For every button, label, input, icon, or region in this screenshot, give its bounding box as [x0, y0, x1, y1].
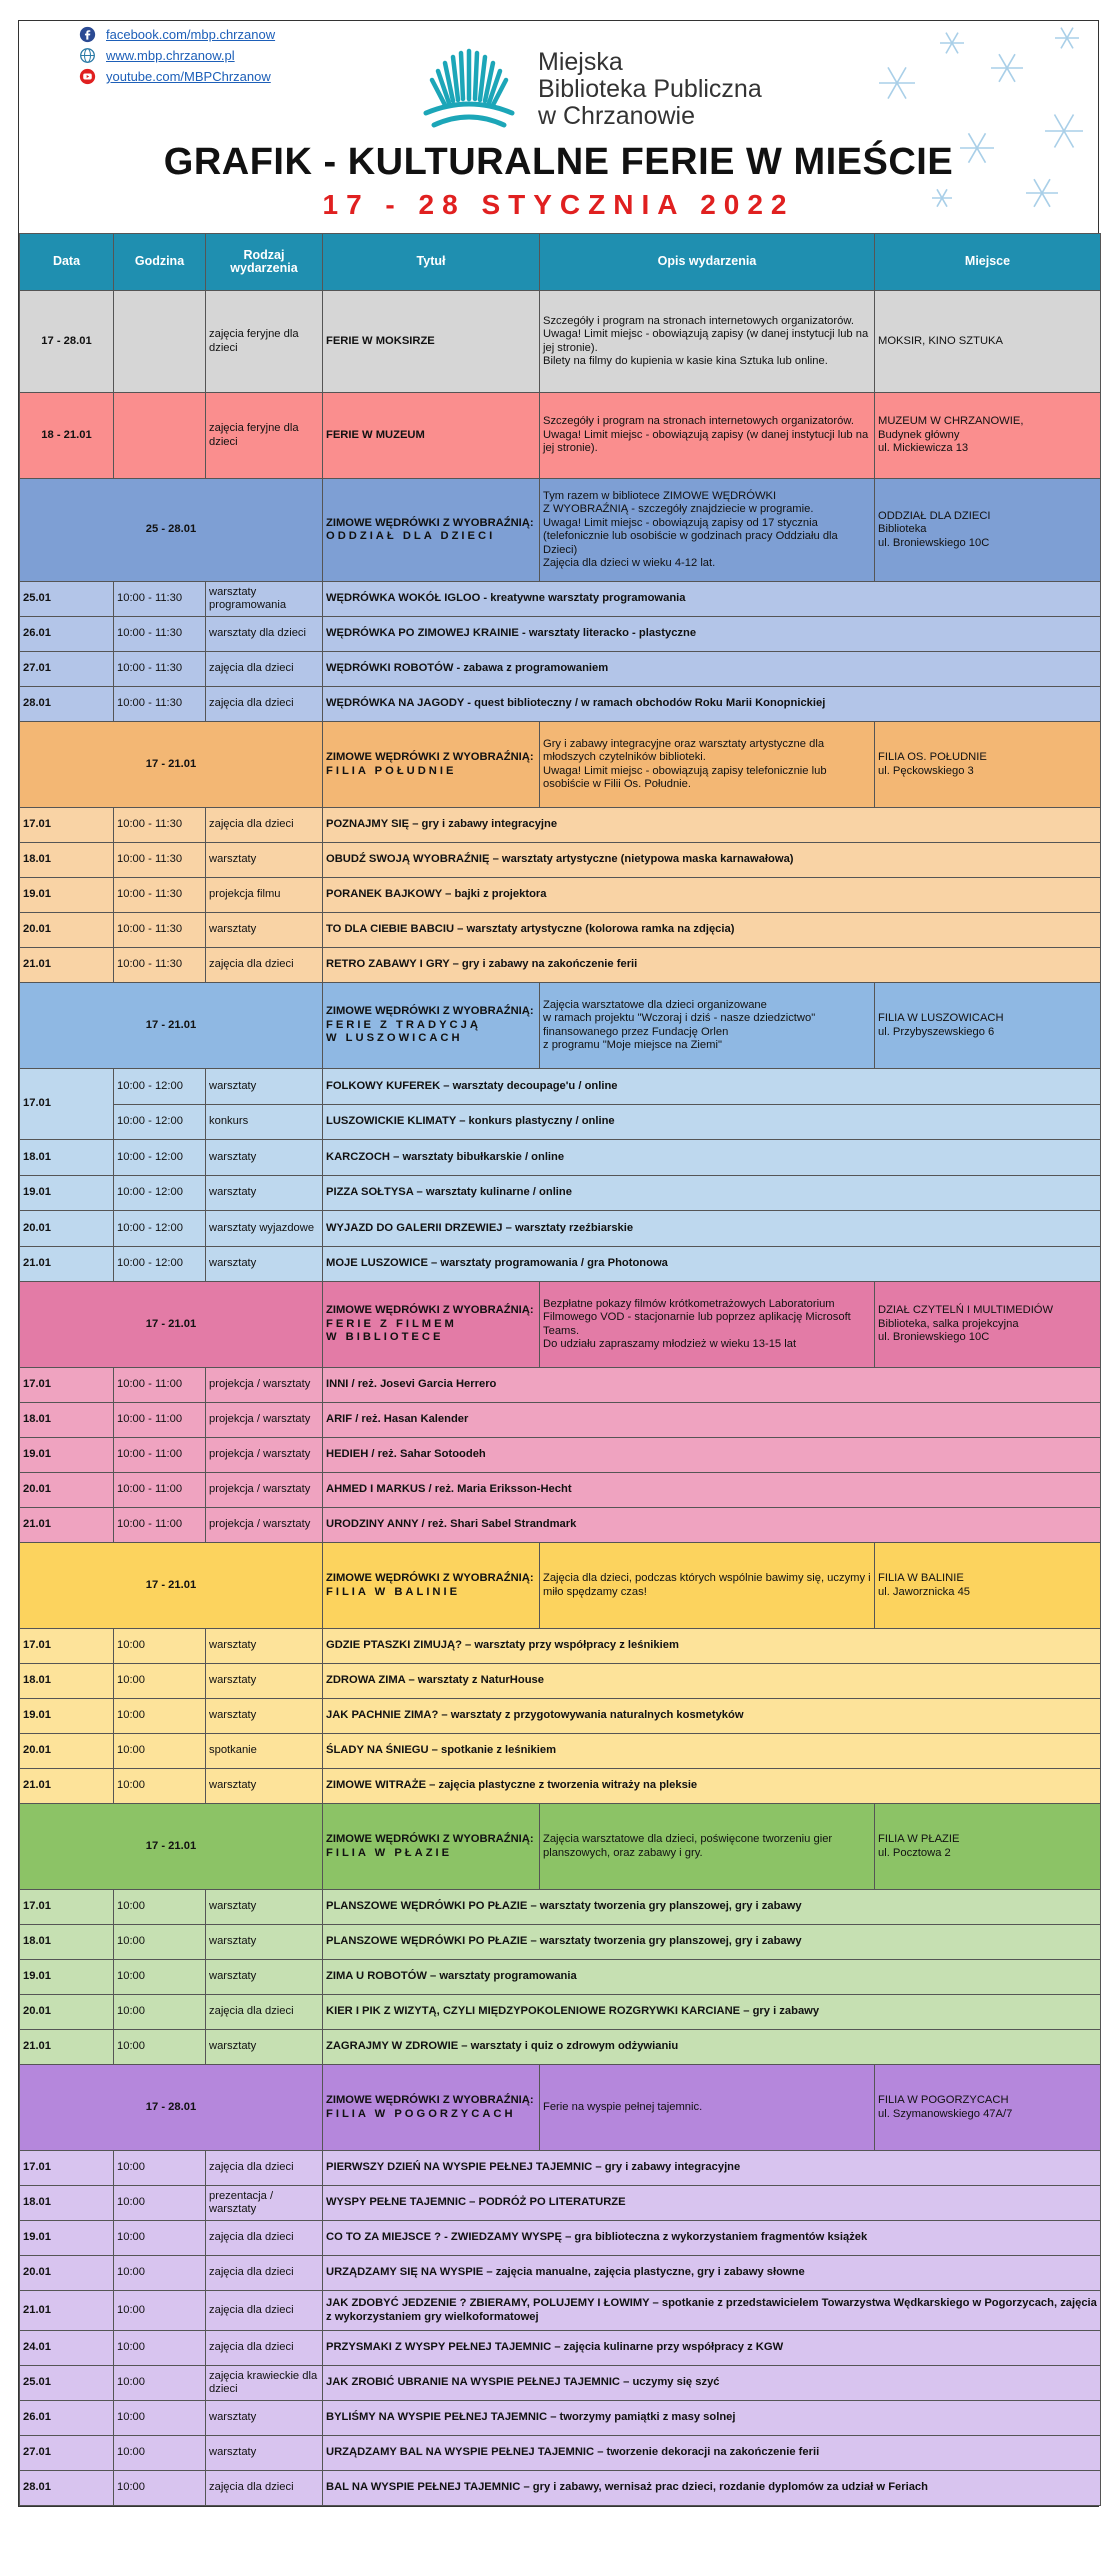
date-cell: 24.01 — [20, 2331, 114, 2366]
event-row — [20, 2436, 1101, 2471]
type-cell: konkurs — [206, 1104, 323, 1140]
date-cell: 20.01 — [20, 913, 114, 948]
event-row — [20, 2331, 1101, 2366]
type-cell: projekcja / warsztaty — [206, 1508, 323, 1543]
date-cell: 20.01 — [20, 1734, 114, 1769]
section-place-cell: ODDZIAŁ DLA DZIECI Biblioteka ul. Broniewskiego 10C — [875, 479, 1101, 582]
event-title-cell: PIERWSZY DZIEŃ NA WYSPIE PEŁNEJ TAJEMNIC – gry i zabawy integracyjne — [323, 2151, 1101, 2186]
event-row — [20, 913, 1101, 948]
type-cell: zajęcia dla dzieci — [206, 808, 323, 843]
section-title-cell — [323, 983, 540, 1069]
event-title-cell: WĘDRÓWKA NA JAGODY - quest biblioteczny / w ramach obchodów Roku Marii Konopnickiej — [323, 687, 1101, 722]
section-title-line-2: FILIA POŁUDNIE — [326, 764, 457, 777]
poster-header — [19, 21, 1098, 233]
library-name-line-2: Biblioteka Publiczna — [538, 74, 762, 103]
time-cell: 10:00 - 12:00 — [114, 1069, 206, 1105]
date-cell: 26.01 — [20, 617, 114, 652]
section-date-cell: 17 - 21.01 — [20, 722, 323, 808]
section-title-line-1: ZIMOWE WĘDRÓWKI Z WYOBRAŹNIĄ: — [326, 1304, 534, 1317]
type-cell: warsztaty — [206, 1890, 323, 1925]
library-name — [538, 49, 762, 130]
event-row — [20, 1438, 1101, 1473]
section-description-cell: Gry i zabawy integracyjne oraz warsztaty artystyczne dla młodszych czytelników biblioteki. Uwaga! Limit miejsc - obowiązują zapisy telefonicznie lub osobiście w Filii Os. Południe. — [540, 722, 875, 808]
event-title-cell: RETRO ZABAWY I GRY – gry i zabawy na zakończenie ferii — [323, 948, 1101, 983]
event-row — [20, 687, 1101, 722]
section-date-cell: 17 - 21.01 — [20, 1804, 323, 1890]
type-cell: zajęcia feryjne dla dzieci — [206, 393, 323, 479]
date-cell: 18.01 — [20, 1140, 114, 1176]
event-title-cell: CO TO ZA MIEJSCE ? - ZWIEDZAMY WYSPĘ – gra biblioteczna z wykorzystaniem fragmentów książek — [323, 2221, 1101, 2256]
facebook-icon — [79, 26, 96, 43]
column-header-title: Tytuł — [323, 234, 540, 291]
time-cell: 10:00 - 11:30 — [114, 913, 206, 948]
section-title-line-1: ZIMOWE WĘDRÓWKI Z WYOBRAŹNIĄ: — [326, 1005, 534, 1018]
section-description-cell: Zajęcia warsztatowe dla dzieci, poświęcone tworzeniu gier planszowych, oraz zabawy i gry. — [540, 1804, 875, 1890]
section-title-line-2: FILIA W PŁAZIE — [326, 1846, 453, 1859]
table-header-row — [20, 234, 1101, 291]
time-cell: 10:00 — [114, 1960, 206, 1995]
event-row — [20, 1890, 1101, 1925]
library-name-line-3: w Chrzanowie — [538, 101, 696, 130]
section-date-cell: 17 - 28.01 — [20, 2065, 323, 2151]
section-title-line-1: ZIMOWE WĘDRÓWKI Z WYOBRAŹNIĄ: — [326, 1833, 534, 1845]
event-row — [20, 1508, 1101, 1543]
time-cell: 10:00 - 12:00 — [114, 1140, 206, 1176]
section-description-cell: Bezpłatne pokazy filmów krótkometrażowych Laboratorium Filmowego VOD - stacjonarnie lub poprzez aplikację Microsoft Teams. Do udziału zapraszamy młodzież w wieku 13-15 lat — [540, 1282, 875, 1368]
event-title-cell: URZĄDZAMY SIĘ NA WYSPIE – zajęcia manualne, zajęcia plastyczne, gry i zabawy słowne — [323, 2256, 1101, 2291]
event-row — [20, 1925, 1101, 1960]
section-header-balin — [20, 1543, 1101, 1629]
social-links — [79, 24, 275, 87]
type-cell: warsztaty — [206, 1960, 323, 1995]
section-place-cell: FILIA W BALINIE ul. Jaworznicka 45 — [875, 1543, 1101, 1629]
facebook-link-text: facebook.com/mbp.chrzanow — [106, 27, 276, 42]
date-cell: 19.01 — [20, 1699, 114, 1734]
event-row — [20, 617, 1101, 652]
time-cell: 10:00 — [114, 1769, 206, 1804]
event-row — [20, 948, 1101, 983]
event-title-cell: WĘDRÓWKA WOKÓŁ IGLOO - kreatywne warsztaty programowania — [323, 582, 1101, 617]
date-cell: 21.01 — [20, 2291, 114, 2331]
type-cell: zajęcia dla dzieci — [206, 2291, 323, 2331]
event-title-cell: WĘDRÓWKA PO ZIMOWEJ KRAINIE - warsztaty literacko - plastyczne — [323, 617, 1101, 652]
event-title-cell: JAK PACHNIE ZIMA? – warsztaty z przygotowywania naturalnych kosmetyków — [323, 1699, 1101, 1734]
event-title-cell: KIER I PIK Z WIZYTĄ, CZYLI MIĘDZYPOKOLENIOWE ROZGRYWKI KARCIANE – gry i zabawy — [323, 1995, 1101, 2030]
time-cell: 10:00 - 11:00 — [114, 1403, 206, 1438]
column-header-type: Rodzaj wydarzenia — [206, 234, 323, 291]
time-cell: 10:00 — [114, 1664, 206, 1699]
date-cell: 25.01 — [20, 582, 114, 617]
facebook-link[interactable] — [79, 24, 275, 45]
section-title-line-2: FERIE Z TRADYCJĄ — [326, 1018, 481, 1031]
event-row — [20, 1140, 1101, 1176]
event-row — [20, 2030, 1101, 2065]
section-place-cell: FILIA W POGORZYCACH ul. Szymanowskiego 47A/7 — [875, 2065, 1101, 2151]
event-title-cell: OBUDŹ SWOJĄ WYOBRAŹNIĘ – warsztaty artystyczne (nietypowa maska karnawałowa) — [323, 843, 1101, 878]
event-row — [20, 2186, 1101, 2221]
library-logo-icon — [414, 43, 524, 135]
type-cell: projekcja / warsztaty — [206, 1403, 323, 1438]
event-title-cell: FOLKOWY KUFEREK – warsztaty decoupage'u / online — [323, 1069, 1101, 1105]
time-cell: 10:00 - 11:00 — [114, 1438, 206, 1473]
time-cell: 10:00 - 12:00 — [114, 1175, 206, 1211]
date-cell: 20.01 — [20, 1211, 114, 1247]
type-cell: warsztaty — [206, 1699, 323, 1734]
event-title-cell: MOJE LUSZOWICE – warsztaty programowania / gra Photonowa — [323, 1246, 1101, 1282]
type-cell: warsztaty — [206, 1175, 323, 1211]
poster-dates: 17 - 28 STYCZNIA 2022 — [322, 189, 795, 220]
library-name-line-1: Miejska — [538, 47, 623, 76]
event-row-muzeum — [20, 393, 1101, 479]
event-row — [20, 878, 1101, 913]
event-title-cell: PLANSZOWE WĘDRÓWKI PO PŁAZIE – warsztaty tworzenia gry planszowej, gry i zabawy — [323, 1925, 1101, 1960]
type-cell: zajęcia dla dzieci — [206, 2471, 323, 2506]
date-cell: 21.01 — [20, 2030, 114, 2065]
event-row — [20, 652, 1101, 687]
type-cell: warsztaty — [206, 1140, 323, 1176]
section-title-line-3: W BIBLIOTECE — [326, 1331, 444, 1344]
type-cell: zajęcia dla dzieci — [206, 2256, 323, 2291]
time-cell: 10:00 — [114, 2471, 206, 2506]
event-row — [20, 2401, 1101, 2436]
event-title-cell: JAK ZROBIĆ UBRANIE NA WYSPIE PEŁNEJ TAJEMNIC – uczymy się szyć — [323, 2366, 1101, 2401]
place-cell: MOKSIR, KINO SZTUKA — [875, 291, 1101, 393]
time-cell: 10:00 - 11:30 — [114, 948, 206, 983]
date-cell: 19.01 — [20, 1960, 114, 1995]
date-cell: 18.01 — [20, 2186, 114, 2221]
date-cell: 17.01 — [20, 1368, 114, 1403]
date-cell: 19.01 — [20, 1175, 114, 1211]
event-title-cell: PRZYSMAKI Z WYSPY PEŁNEJ TAJEMNIC – zajęcia kulinarne przy współpracy z KGW — [323, 2331, 1101, 2366]
section-place-cell: DZIAŁ CZYTELŃ I MULTIMEDIÓW Biblioteka, salka projekcyjna ul. Broniewskiego 10C — [875, 1282, 1101, 1368]
date-cell: 17.01 — [20, 2151, 114, 2186]
date-cell: 18.01 — [20, 843, 114, 878]
section-title-cell — [323, 479, 540, 582]
event-row-moksir — [20, 291, 1101, 393]
section-date-cell: 17 - 21.01 — [20, 1543, 323, 1629]
type-cell: warsztaty — [206, 1246, 323, 1282]
place-cell: MUZEUM W CHRZANOWIE, Budynek główny ul. Mickiewicza 13 — [875, 393, 1101, 479]
date-cell: 18 - 21.01 — [20, 393, 114, 479]
website-link[interactable] — [79, 45, 275, 66]
type-cell: warsztaty — [206, 2401, 323, 2436]
title-cell: FERIE W MUZEUM — [323, 393, 540, 479]
event-title-cell: ZDROWA ZIMA – warsztaty z NaturHouse — [323, 1664, 1101, 1699]
time-cell: 10:00 — [114, 1629, 206, 1664]
time-cell: 10:00 — [114, 1699, 206, 1734]
event-row — [20, 1995, 1101, 2030]
website-link-text: www.mbp.chrzanow.pl — [106, 48, 235, 63]
type-cell: projekcja filmu — [206, 878, 323, 913]
section-title-line-2: FERIE Z FILMEM — [326, 1317, 457, 1330]
section-title-cell — [323, 2065, 540, 2151]
event-row — [20, 1960, 1101, 1995]
event-title-cell: URODZINY ANNY / reż. Shari Sabel Strandmark — [323, 1508, 1101, 1543]
type-cell: warsztaty — [206, 1629, 323, 1664]
date-cell: 25.01 — [20, 2366, 114, 2401]
time-cell: 10:00 - 11:00 — [114, 1473, 206, 1508]
section-description-cell: Zajęcia dla dzieci, podczas których wspólnie bawimy się, uczymy i miło spędzamy czas! — [540, 1543, 875, 1629]
time-cell: 10:00 — [114, 1995, 206, 2030]
date-cell: 21.01 — [20, 1769, 114, 1804]
event-title-cell: AHMED I MARKUS / reż. Maria Eriksson-Hecht — [323, 1473, 1101, 1508]
type-cell: zajęcia dla dzieci — [206, 687, 323, 722]
event-title-cell: URZĄDZAMY BAL NA WYSPIE PEŁNEJ TAJEMNIC – tworzenie dekoracji na zakończenie ferii — [323, 2436, 1101, 2471]
event-title-cell: POZNAJMY SIĘ – gry i zabawy integracyjne — [323, 808, 1101, 843]
type-cell: warsztaty dla dzieci — [206, 617, 323, 652]
type-cell: warsztaty — [206, 843, 323, 878]
date-cell: 20.01 — [20, 1995, 114, 2030]
event-row — [20, 1769, 1101, 1804]
type-cell: zajęcia dla dzieci — [206, 652, 323, 687]
date-cell: 18.01 — [20, 1403, 114, 1438]
section-date-cell: 17 - 21.01 — [20, 983, 323, 1069]
column-header-date: Data — [20, 234, 114, 291]
section-title-cell — [323, 1282, 540, 1368]
section-header-pogorzyce — [20, 2065, 1101, 2151]
date-cell: 19.01 — [20, 878, 114, 913]
date-cell: 21.01 — [20, 1508, 114, 1543]
section-place-cell: FILIA W PŁAZIE ul. Pocztowa 2 — [875, 1804, 1101, 1890]
date-cell: 28.01 — [20, 687, 114, 722]
section-header-poludnie — [20, 722, 1101, 808]
event-title-cell: WĘDRÓWKI ROBOTÓW - zabawa z programowaniem — [323, 652, 1101, 687]
type-cell: zajęcia dla dzieci — [206, 2151, 323, 2186]
date-cell: 20.01 — [20, 1473, 114, 1508]
type-cell: warsztaty programowania — [206, 582, 323, 617]
event-row — [20, 1069, 1101, 1105]
time-cell: 10:00 - 11:30 — [114, 617, 206, 652]
type-cell: zajęcia krawieckie dla dzieci — [206, 2366, 323, 2401]
date-cell: 19.01 — [20, 2221, 114, 2256]
time-cell — [114, 291, 206, 393]
event-title-cell: WYJAZD DO GALERII DRZEWIEJ – warsztaty rzeźbiarskie — [323, 1211, 1101, 1247]
event-row — [20, 2151, 1101, 2186]
description-cell: Szczegóły i program na stronach internetowych organizatorów. Uwaga! Limit miejsc - obowiązują zapisy (w danej instytucji lub na jej stronie). Bilety na filmy do kupienia w kasie kina Sztuka lub online. — [540, 291, 875, 393]
section-title-line-1: ZIMOWE WĘDRÓWKI Z WYOBRAŹNIĄ: — [326, 1572, 534, 1584]
type-cell: warsztaty wyjazdowe — [206, 1211, 323, 1247]
date-cell: 17.01 — [20, 1629, 114, 1664]
section-title-line-1: ZIMOWE WĘDRÓWKI Z WYOBRAŹNIĄ: — [326, 516, 534, 529]
time-cell: 10:00 - 11:30 — [114, 652, 206, 687]
event-title-cell: ZAGRAJMY W ZDROWIE – warsztaty i quiz o zdrowym odżywianiu — [323, 2030, 1101, 2065]
youtube-link-text: youtube.com/MBPChrzanow — [106, 69, 271, 84]
event-row — [20, 808, 1101, 843]
section-date-cell: 17 - 21.01 — [20, 1282, 323, 1368]
type-cell: zajęcia dla dzieci — [206, 948, 323, 983]
schedule-table — [19, 233, 1101, 2506]
date-cell: 17.01 — [20, 1890, 114, 1925]
time-cell: 10:00 — [114, 2151, 206, 2186]
section-title-line-1: ZIMOWE WĘDRÓWKI Z WYOBRAŹNIĄ: — [326, 751, 534, 763]
section-title-line-2: ODDZIAŁ DLA DZIECI — [326, 530, 496, 542]
event-title-cell: PORANEK BAJKOWY – bajki z projektora — [323, 878, 1101, 913]
date-cell: 19.01 — [20, 1438, 114, 1473]
date-cell: 17 - 28.01 — [20, 291, 114, 393]
time-cell: 10:00 - 12:00 — [114, 1246, 206, 1282]
time-cell: 10:00 — [114, 1734, 206, 1769]
globe-icon — [79, 47, 96, 64]
type-cell: warsztaty — [206, 1925, 323, 1960]
date-cell: 27.01 — [20, 652, 114, 687]
time-cell: 10:00 — [114, 2256, 206, 2291]
event-row — [20, 2256, 1101, 2291]
type-cell: warsztaty — [206, 1069, 323, 1105]
type-cell: zajęcia dla dzieci — [206, 2221, 323, 2256]
type-cell: warsztaty — [206, 2436, 323, 2471]
time-cell: 10:00 - 11:00 — [114, 1368, 206, 1403]
time-cell: 10:00 — [114, 2436, 206, 2471]
time-cell: 10:00 - 11:30 — [114, 687, 206, 722]
event-title-cell: TO DLA CIEBIE BABCIU – warsztaty artystyczne (kolorowa ramka na zdjęcia) — [323, 913, 1101, 948]
section-description-cell: Zajęcia warsztatowe dla dzieci organizowane w ramach projektu "Wczoraj i dziś - nasze dziedzictwo" finansowanego przez Fundację Orlen z programu "Moje miejsce na Ziemi" — [540, 983, 875, 1069]
event-title-cell: ARIF / reż. Hasan Kalender — [323, 1403, 1101, 1438]
poster-title: GRAFIK - KULTURALNE FERIE W MIEŚCIE — [163, 141, 954, 183]
time-cell: 10:00 — [114, 1890, 206, 1925]
event-row — [20, 1368, 1101, 1403]
event-row — [20, 582, 1101, 617]
time-cell: 10:00 - 12:00 — [114, 1104, 206, 1140]
section-description-cell: Ferie na wyspie pełnej tajemnic. — [540, 2065, 875, 2151]
event-row — [20, 1473, 1101, 1508]
section-title-cell — [323, 1804, 540, 1890]
event-title-cell: BAL NA WYSPIE PEŁNEJ TAJEMNIC – gry i zabawy, wernisaż prac dzieci, rozdanie dyplomów za udział w Feriach — [323, 2471, 1101, 2506]
column-header-time: Godzina — [114, 234, 206, 291]
type-cell: zajęcia dla dzieci — [206, 2331, 323, 2366]
type-cell: projekcja / warsztaty — [206, 1438, 323, 1473]
section-title-cell — [323, 722, 540, 808]
type-cell: warsztaty — [206, 2030, 323, 2065]
section-header-film — [20, 1282, 1101, 1368]
time-cell: 10:00 — [114, 1925, 206, 1960]
time-cell: 10:00 — [114, 2331, 206, 2366]
section-date-cell: 25 - 28.01 — [20, 479, 323, 582]
date-cell: 20.01 — [20, 2256, 114, 2291]
event-row — [20, 1403, 1101, 1438]
type-cell: warsztaty — [206, 1664, 323, 1699]
date-cell: 26.01 — [20, 2401, 114, 2436]
time-cell: 10:00 - 11:30 — [114, 843, 206, 878]
youtube-icon — [79, 68, 96, 85]
column-header-description: Opis wydarzenia — [540, 234, 875, 291]
time-cell — [114, 393, 206, 479]
event-row — [20, 843, 1101, 878]
date-cell: 28.01 — [20, 2471, 114, 2506]
section-header-dzieci — [20, 479, 1101, 582]
time-cell: 10:00 - 11:00 — [114, 1508, 206, 1543]
section-place-cell: FILIA OS. POŁUDNIE ul. Pęckowskiego 3 — [875, 722, 1101, 808]
type-cell: zajęcia feryjne dla dzieci — [206, 291, 323, 393]
time-cell: 10:00 — [114, 2186, 206, 2221]
event-title-cell: HEDIEH / reż. Sahar Sotoodeh — [323, 1438, 1101, 1473]
type-cell: zajęcia dla dzieci — [206, 1995, 323, 2030]
time-cell: 10:00 - 12:00 — [114, 1211, 206, 1247]
section-title-line-1: ZIMOWE WĘDRÓWKI Z WYOBRAŹNIĄ: — [326, 2094, 534, 2106]
event-row — [20, 1629, 1101, 1664]
time-cell: 10:00 — [114, 2401, 206, 2436]
section-place-cell: FILIA W LUSZOWICACH ul. Przybyszewskiego 6 — [875, 983, 1101, 1069]
type-cell: warsztaty — [206, 913, 323, 948]
event-row — [20, 2366, 1101, 2401]
event-title-cell: ZIMA U ROBOTÓW – warsztaty programowania — [323, 1960, 1101, 1995]
section-header-plaza — [20, 1804, 1101, 1890]
date-cell: 21.01 — [20, 948, 114, 983]
event-row — [20, 2221, 1101, 2256]
event-row — [20, 2471, 1101, 2506]
event-title-cell: LUSZOWICKIE KLIMATY – konkurs plastyczny / online — [323, 1104, 1101, 1140]
poster — [18, 20, 1099, 2507]
event-title-cell: WYSPY PEŁNE TAJEMNIC – PODRÓŻ PO LITERATURZE — [323, 2186, 1101, 2221]
type-cell: prezentacja / warsztaty — [206, 2186, 323, 2221]
type-cell: spotkanie — [206, 1734, 323, 1769]
date-cell: 18.01 — [20, 1664, 114, 1699]
event-row — [20, 1699, 1101, 1734]
youtube-link[interactable] — [79, 66, 275, 87]
section-title-line-3: W LUSZOWICACH — [326, 1032, 463, 1045]
section-title-line-2: FILIA W POGORZYCACH — [326, 2107, 516, 2120]
event-row — [20, 1734, 1101, 1769]
type-cell: projekcja / warsztaty — [206, 1473, 323, 1508]
event-title-cell: PIZZA SOŁTYSA – warsztaty kulinarne / online — [323, 1175, 1101, 1211]
event-title-cell: ZIMOWE WITRAŻE – zajęcia plastyczne z tworzenia witraży na pleksie — [323, 1769, 1101, 1804]
date-cell: 18.01 — [20, 1925, 114, 1960]
time-cell: 10:00 - 11:30 — [114, 878, 206, 913]
type-cell: warsztaty — [206, 1769, 323, 1804]
section-description-cell: Tym razem w bibliotece ZIMOWE WĘDRÓWKI Z WYOBRAŹNIĄ - szczegóły znajdziecie w programie. Uwaga! Limit miejsc - obowiązują zapisy od 17 stycznia (telefonicznie lub osobiście w godzinach pracy Oddziału dla Dzieci) Zajęcia dla dzieci w wieku 4-12 lat. — [540, 479, 875, 582]
description-cell: Szczegóły i program na stronach internetowych organizatorów. Uwaga! Limit miejsc - obowiązują zapisy (w danej instytucji lub na jej stronie). — [540, 393, 875, 479]
section-header-luszowice — [20, 983, 1101, 1069]
event-title-cell: JAK ZDOBYĆ JEDZENIE ? ZBIERAMY, POLUJEMY I ŁOWIMY – spotkanie z przedstawicielem Towarzystwa Wędkarskiego w Pogorzycach, zajęcia z wykorzystaniem gry wielkoformatowej — [323, 2291, 1101, 2331]
title-cell: FERIE W MOKSIRZE — [323, 291, 540, 393]
time-cell: 10:00 — [114, 2221, 206, 2256]
column-header-place: Miejsce — [875, 234, 1101, 291]
event-row — [20, 1246, 1101, 1282]
event-row — [20, 1104, 1101, 1140]
time-cell: 10:00 — [114, 2366, 206, 2401]
section-title-line-2: FILIA W BALINIE — [326, 1585, 461, 1598]
library-logo — [414, 43, 762, 135]
event-row — [20, 1175, 1101, 1211]
time-cell: 10:00 — [114, 2291, 206, 2331]
event-title-cell: KARCZOCH – warsztaty bibułkarskie / online — [323, 1140, 1101, 1176]
time-cell: 10:00 - 11:30 — [114, 582, 206, 617]
date-cell: 21.01 — [20, 1246, 114, 1282]
section-title-cell — [323, 1543, 540, 1629]
event-title-cell: INNI / reż. Josevi Garcia Herrero — [323, 1368, 1101, 1403]
date-cell: 27.01 — [20, 2436, 114, 2471]
time-cell: 10:00 — [114, 2030, 206, 2065]
date-cell: 17.01 — [20, 1069, 114, 1140]
event-row — [20, 1211, 1101, 1247]
event-title-cell: PLANSZOWE WĘDRÓWKI PO PŁAZIE – warsztaty tworzenia gry planszowej, gry i zabawy — [323, 1890, 1101, 1925]
event-title-cell: ŚLADY NA ŚNIEGU – spotkanie z leśnikiem — [323, 1734, 1101, 1769]
time-cell: 10:00 - 11:30 — [114, 808, 206, 843]
event-title-cell: BYLIŚMY NA WYSPIE PEŁNEJ TAJEMNIC – tworzymy pamiątki z masy solnej — [323, 2401, 1101, 2436]
event-row — [20, 1664, 1101, 1699]
event-title-cell: GDZIE PTASZKI ZIMUJĄ? – warsztaty przy współpracy z leśnikiem — [323, 1629, 1101, 1664]
type-cell: projekcja / warsztaty — [206, 1368, 323, 1403]
event-row — [20, 2291, 1101, 2331]
date-cell: 17.01 — [20, 808, 114, 843]
